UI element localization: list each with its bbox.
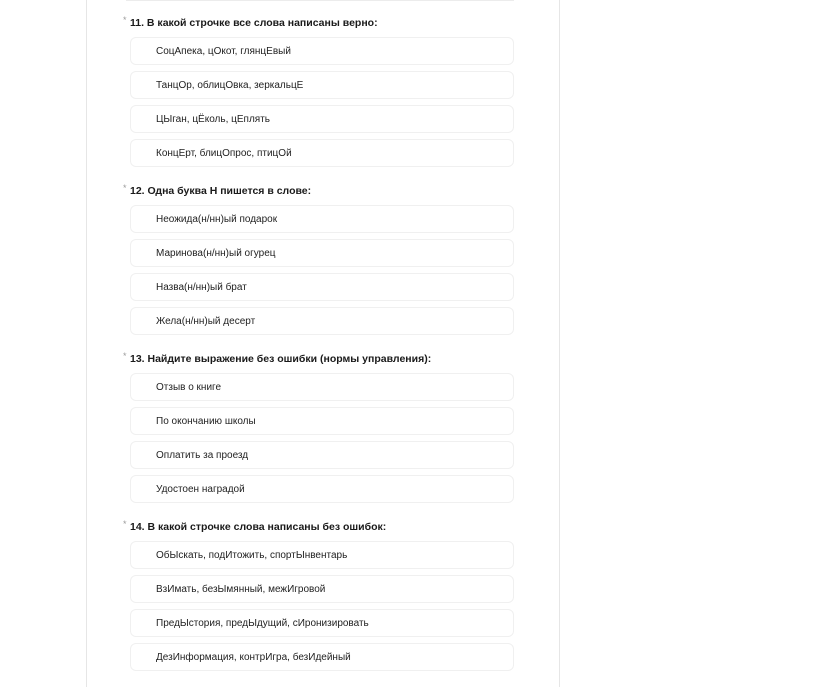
required-mark: * <box>123 351 127 361</box>
option-label: Назва(н/нн)ый брат <box>156 282 247 293</box>
answer-option[interactable] <box>130 239 514 267</box>
answer-option[interactable] <box>130 307 514 335</box>
option-label: Неожида(н/нн)ый подарок <box>156 214 278 225</box>
option-label: Жела(н/нн)ый десерт <box>156 316 256 327</box>
option-label: Отзыв о книге <box>156 382 222 393</box>
answer-option[interactable] <box>130 541 514 569</box>
divider <box>126 0 514 1</box>
answer-option[interactable] <box>130 139 514 167</box>
option-label: СоцАпека, цОкот, глянцЕвый <box>156 46 291 57</box>
form-card <box>86 0 560 687</box>
answer-option[interactable] <box>130 373 514 401</box>
answer-option[interactable] <box>130 475 514 503</box>
option-label: КонцЕрт, блицОпрос, птицОй <box>156 148 292 159</box>
required-mark: * <box>123 519 127 529</box>
answer-option[interactable] <box>130 575 514 603</box>
option-label: Оплатить за проезд <box>156 450 249 461</box>
option-label: По окончанию школы <box>156 416 256 427</box>
answer-option[interactable] <box>130 273 514 301</box>
answer-option[interactable] <box>130 609 514 637</box>
option-label: ОбЫскать, подИтожить, спортЫнвентарь <box>156 550 348 561</box>
question-title: 11. В какой строчке все слова написаны верно: <box>130 17 378 29</box>
question-title: 12. Одна буква Н пишется в слове: <box>130 185 312 197</box>
answer-option[interactable] <box>130 407 514 435</box>
option-label: ЦЫган, цЁколь, цЕплять <box>156 114 271 125</box>
answer-option[interactable] <box>130 441 514 469</box>
answer-option[interactable] <box>130 105 514 133</box>
option-label: ПредЫстория, предЫдущий, сИронизировать <box>156 618 369 629</box>
answer-option[interactable] <box>130 205 514 233</box>
required-mark: * <box>123 15 127 25</box>
question-title: 14. В какой строчке слова написаны без ошибок: <box>130 521 387 533</box>
required-mark: * <box>123 183 127 193</box>
answer-option[interactable] <box>130 643 514 671</box>
option-label: ТанцОр, облицОвка, зеркальцЕ <box>156 80 304 91</box>
option-label: ВзИмать, безЫмянный, межИгровой <box>156 584 326 595</box>
answer-option[interactable] <box>130 71 514 99</box>
question-title: 13. Найдите выражение без ошибки (нормы управления): <box>130 353 432 365</box>
option-label: Удостоен наградой <box>156 484 245 495</box>
option-label: Маринова(н/нн)ый огурец <box>156 248 276 259</box>
answer-option[interactable] <box>130 37 514 65</box>
option-label: ДезИнформация, контрИгра, безИдейный <box>156 652 351 663</box>
